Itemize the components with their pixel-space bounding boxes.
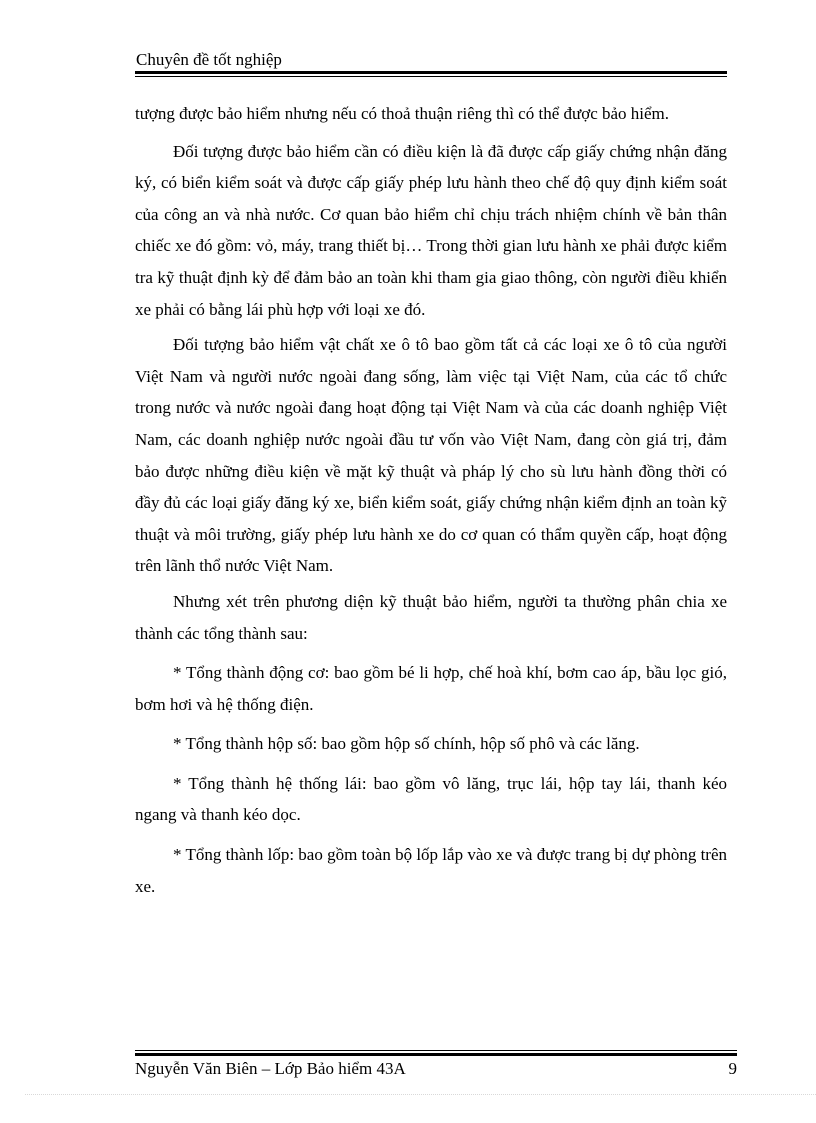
header-rule-thin	[135, 76, 727, 77]
footer-author: Nguyễn Văn Biên – Lớp Bảo hiểm 43A	[135, 1059, 406, 1078]
footer-rule-thin	[135, 1050, 737, 1051]
list-item-tires: * Tổng thành lốp: bao gồm toàn bộ lốp lắp vào xe và được trang bị dự phòng trên xe.	[135, 845, 728, 896]
footer-rule-thick	[135, 1053, 737, 1056]
footer-row	[135, 1058, 737, 1080]
list-item-gearbox: * Tổng thành hộp số: bao gồm hộp số chính, hộp số phô và các lăng.	[173, 734, 640, 754]
paragraph-continuation: tượng được bảo hiểm nhưng nếu có thoả thuận riêng thì có thể được bảo hiểm.	[135, 104, 670, 123]
header-rule-thick	[135, 71, 727, 74]
page-header	[135, 50, 727, 77]
paragraph-components-intro: Nhưng xét trên phương diện kỹ thuật bảo hiểm, người ta thường phân chia xe thành các tổng thành sau:	[135, 591, 727, 643]
page-footer	[135, 1050, 737, 1080]
page-edge-divider	[25, 1094, 816, 1095]
header-title: Chuyên đề tốt nghiệp	[136, 50, 282, 69]
document-body	[135, 98, 727, 910]
list-item-steering: * Tổng thành hệ thống lái: bao gồm vô lăng, trục lái, hộp tay lái, thanh kéo ngang và thanh kéo dọc.	[135, 773, 727, 825]
list-item-engine: * Tổng thành động cơ: bao gồm bé li hợp, chế hoà khí, bơm cao áp, bầu lọc gió, bơm hơi và hệ thống điện.	[135, 663, 727, 714]
paragraph-insured-objects: Đối tượng bảo hiểm vật chất xe ô tô bao gồm tất cả các loại xe ô tô của người Việt Nam và người nước ngoài đang sống, làm việc tại Việt Nam, của các tổ chức trong nước và nước ngoài đang hoạt động tại Việt Nam và của các doanh nghiệp Việt Nam, các doanh nghiệp nước ngoài đầu tư vốn vào Việt Nam, đang còn giá trị, đảm bảo được những điều kiện về mặt kỹ thuật và pháp lý cho sù lưu hành đồng thời có đầy đủ các loại giấy đăng ký xe, biển kiểm soát, giấy chứng nhận kiểm định an toàn kỹ thuật và môi trường, giấy phép lưu hành xe do cơ quan có thẩm quyền cấp, hoạt động trên lãnh thổ nước Việt Nam.	[135, 335, 727, 576]
page-number: 9	[728, 1059, 737, 1078]
paragraph-conditions: Đối tượng được bảo hiểm cần có điều kiện là đã được cấp giấy chứng nhận đăng ký, có biển kiểm soát và được cấp giấy phép lưu hành theo chế độ quy định kiểm soát của công an và nhà nước. Cơ quan bảo hiểm chỉ chịu trách nhiệm chính về bản thân chiếc xe đó gồm: vỏ, máy, trang thiết bị… Trong thời gian lưu hành xe phải được kiểm tra kỹ thuật định kỳ để đảm bảo an toàn khi tham gia giao thông, còn người điều khiển xe phải có bằng lái phù hợp với loại xe đó.	[135, 141, 727, 319]
